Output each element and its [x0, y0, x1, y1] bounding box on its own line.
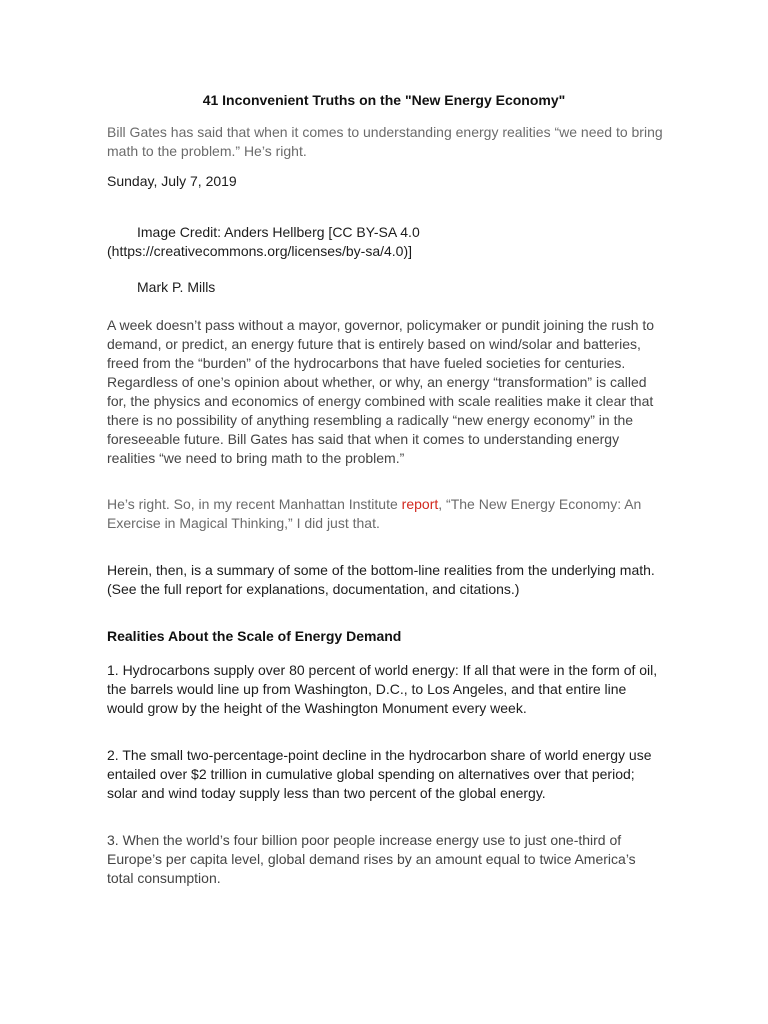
article-subtitle: Bill Gates has said that when it comes to understanding energy realities “we need to bring math to the problem.” He’s right.	[107, 124, 663, 159]
article-date: Sunday, July 7, 2019	[107, 173, 237, 189]
list-item: 1. Hydrocarbons supply over 80 percent of world energy: If all that were in the form of oil, the barrels would line up from Washington, D.C., to Los Angeles, and that entire line would grow by the height of the Washington Monument every week.	[107, 662, 658, 716]
summary-paragraph: Herein, then, is a summary of some of the bottom-line realities from the underlying math. (See the full report for explanations, documentation, and citations.)	[107, 562, 655, 597]
report-link[interactable]: report	[401, 496, 439, 512]
article-title: 41 Inconvenient Truths on the "New Energy Economy"	[202, 92, 566, 108]
section-heading: Realities About the Scale of Energy Demand	[107, 628, 402, 644]
image-credit: Image Credit: Anders Hellberg [CC BY-SA 4.0 (https://creativecommons.org/licenses/by-sa/4.0)]	[107, 224, 420, 259]
list-item: 2. The small two-percentage-point decline in the hydrocarbon share of world energy use entailed over $2 trillion in cumulative global spending on alternatives over that period; solar and wind today supply less than two percent of the global energy.	[107, 747, 652, 801]
intro-paragraph: A week doesn’t pass without a mayor, governor, policymaker or pundit joining the rush to demand, or predict, an energy future that is entirely based on wind/solar and batteries, freed from the “burden” of the hydrocarbons that have fueled societies for centuries. Regardless of one’s opinion about whether, or why, an energy “transformation” is called for, the physics and economics of energy combined with scale realities make it clear that there is no possibility of anything resembling a radically “new energy economy” in the foreseeable future. Bill Gates has said that when it comes to understanding energy realities “we need to bring math to the problem.”	[107, 317, 655, 466]
report-paragraph	[107, 495, 663, 533]
author-name: Mark P. Mills	[137, 279, 216, 295]
report-text-after: , “The New Energy Economy: An Exercise in Magical Thinking,” I did just that.	[107, 496, 642, 531]
list-item: 3. When the world’s four billion poor people increase energy use to just one-third of Europe’s per capita level, global demand rises by an amount equal to twice America’s total consumption.	[107, 832, 636, 886]
report-text-before: He’s right. So, in my recent Manhattan Institute	[107, 496, 402, 512]
